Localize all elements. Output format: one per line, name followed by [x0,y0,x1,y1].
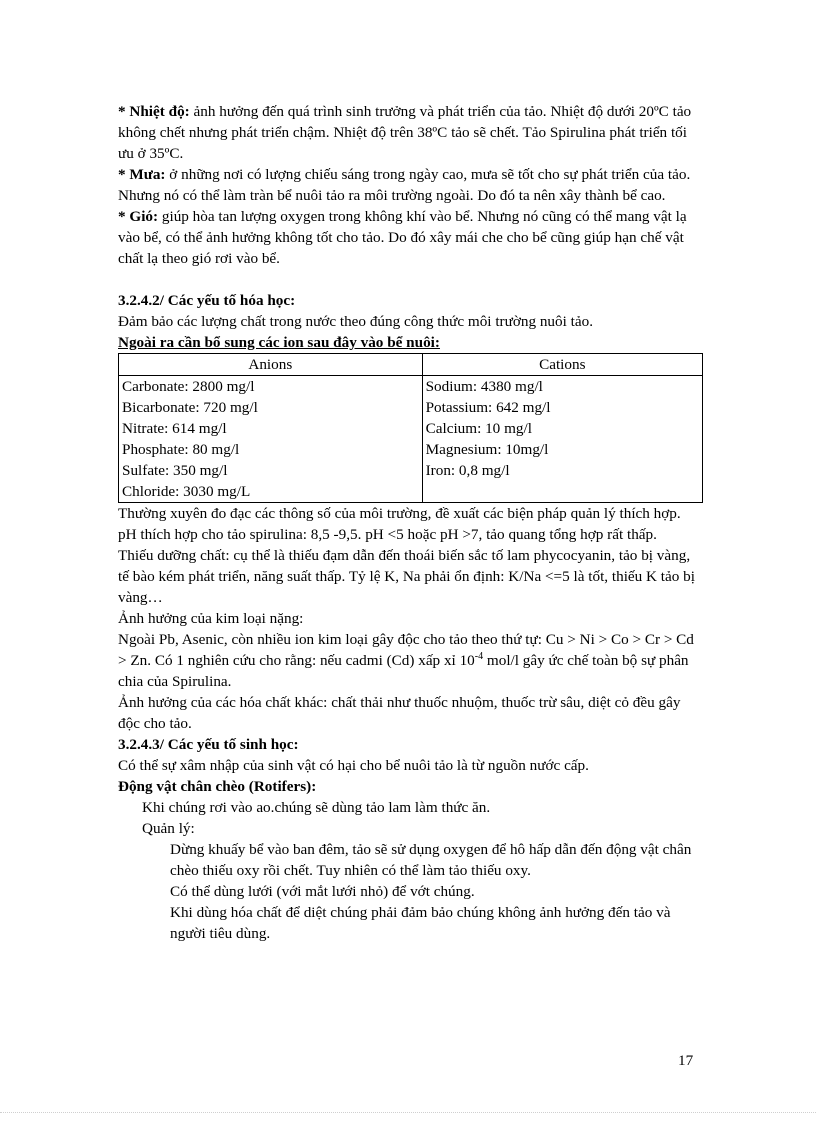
management-label: Quản lý: [142,820,195,837]
text-temperature: ảnh hưởng đến quá trình sinh trưởng và phát triển của tảo. Nhiệt độ dưới 20ºC tảo không chết nhưng phát triển chậm. Nhiệt độ trên 38ºC tảo sẽ chết. Tảo Spirulina phát triển tối ưu ở 35ºC. [118,103,692,162]
paragraph-ph: pH thích hợp cho tảo spirulina: 8,5 -9,5. pH <5 hoặc pH >7, tảo quang tổng hợp rất thấp. [118,526,657,543]
anion-item: Nitrate: 614 mg/l [122,420,227,437]
ions-subheading: Ngoài ra cần bổ sung các ion sau đây vào bể nuôi: [118,334,440,351]
label-temperature: * Nhiệt độ: [118,103,190,120]
paragraph-heavy-metals-title: Ảnh hưởng của kim loại nặng: [118,610,304,627]
paragraph-wind [118,206,698,269]
rotifers-line: Khi chúng rơi vào ao.chúng sẽ dùng tảo lam làm thức ăn. [142,799,491,816]
cation-item: Iron: 0,8 mg/l [425,462,510,479]
anion-item: Sulfate: 350 mg/l [122,462,228,479]
paragraph-temperature [118,101,698,164]
text-rain: ở những nơi có lượng chiếu sáng trong ngày cao, mưa sẽ tốt cho sự phát triển của tảo. Nhưng nó có thể làm tràn bể nuôi tảo ra môi trường ngoài. Do đó ta nên xây thành bể cao. [118,166,691,204]
heading-biological-factors: 3.2.4.3/ Các yếu tố sinh học: [118,736,299,753]
paragraph-rain [118,164,698,206]
label-rain: * Mưa: [118,166,166,183]
anion-item: Chloride: 3030 mg/L [122,483,251,500]
anions-cell [119,376,423,503]
rotifers-subheading: Động vật chân chèo (Rotifers): [118,778,317,795]
document-body [118,101,698,944]
exponent: -4 [474,650,484,662]
cations-cell [422,376,702,503]
management-item: Dừng khuấy bể vào ban đêm, tảo sẽ sử dụng oxygen để hô hấp dẫn đến động vật chân chèo thiếu oxy rồi chết. Tuy nhiên có thể làm tảo thiếu oxy. [170,841,692,879]
cation-item: Magnesium: 10mg/l [425,441,549,458]
heavy-metals-text-end: mol/l gây ức chế toàn bộ sự phân chia của Spirulina. [118,652,689,690]
heading-chemical-factors: 3.2.4.2/ Các yếu tố hóa học: [118,292,296,309]
label-wind: * Gió: [118,208,159,225]
paragraph-other-chemicals: Ảnh hưởng của các hóa chất khác: chất thải như thuốc nhuộm, thuốc trừ sâu, diệt cỏ đều gây độc cho tảo. [118,694,681,732]
ions-table [118,353,703,503]
management-item: Có thể dùng lưới (với mắt lưới nhỏ) để vớt chúng. [170,883,475,900]
header-anions: Anions [119,354,423,376]
cation-item: Calcium: 10 mg/l [425,420,532,437]
paragraph-nutrients: Thiếu dưỡng chất: cụ thể là thiếu đạm dẫn đến thoái biến sắc tố lam phycocyanin, tảo bị vàng, tế bào kém phát triển, năng suất thấp. Tỷ lệ K, Na phải ổn định: K/Na <=5 là tốt, thiếu K tảo bị vàng… [118,547,695,606]
cation-item: Sodium: 4380 mg/l [425,378,543,395]
anion-item: Bicarbonate: 720 mg/l [122,399,258,416]
heavy-metals-text: Ngoài Pb, Asenic, còn nhiều ion kim loại gây độc cho tảo theo thứ tự: Cu > Ni > Co > Cr > Cd > Zn. Có 1 nghiên cứu cho rằng: nếu cadmi (Cd) xấp xỉ 10 [118,631,694,669]
spacer [118,269,698,290]
management-item: Khi dùng hóa chất để diệt chúng phải đảm bảo chúng không ảnh hưởng đến tảo và người tiêu dùng. [170,904,671,942]
page-bottom-divider [0,1112,816,1113]
chemical-intro: Đảm bảo các lượng chất trong nước theo đúng công thức môi trường nuôi tảo. [118,313,593,330]
ions-table-header-row [119,354,703,376]
text-wind: giúp hòa tan lượng oxygen trong không khí vào bể. Nhưng nó cũng có thể mang vật lạ vào bể, có thể ảnh hưởng không tốt cho tảo. Do đó xây mái che cho bể cũng giúp hạn chế vật chất lạ theo gió rơi vào bể. [118,208,687,267]
biological-intro: Có thể sự xâm nhập của sinh vật có hại cho bể nuôi tảo là từ nguồn nước cấp. [118,757,589,774]
paragraph-heavy-metals [118,629,698,692]
ions-table-body-row [119,376,703,503]
cation-item: Potassium: 642 mg/l [425,399,551,416]
anion-item: Phosphate: 80 mg/l [122,441,240,458]
anion-item: Carbonate: 2800 mg/l [122,378,255,395]
paragraph-monitoring: Thường xuyên đo đạc các thông số của môi trường, đề xuất các biện pháp quản lý thích hợp. [118,505,681,522]
header-cations: Cations [422,354,702,376]
page-number: 17 [678,1052,694,1069]
